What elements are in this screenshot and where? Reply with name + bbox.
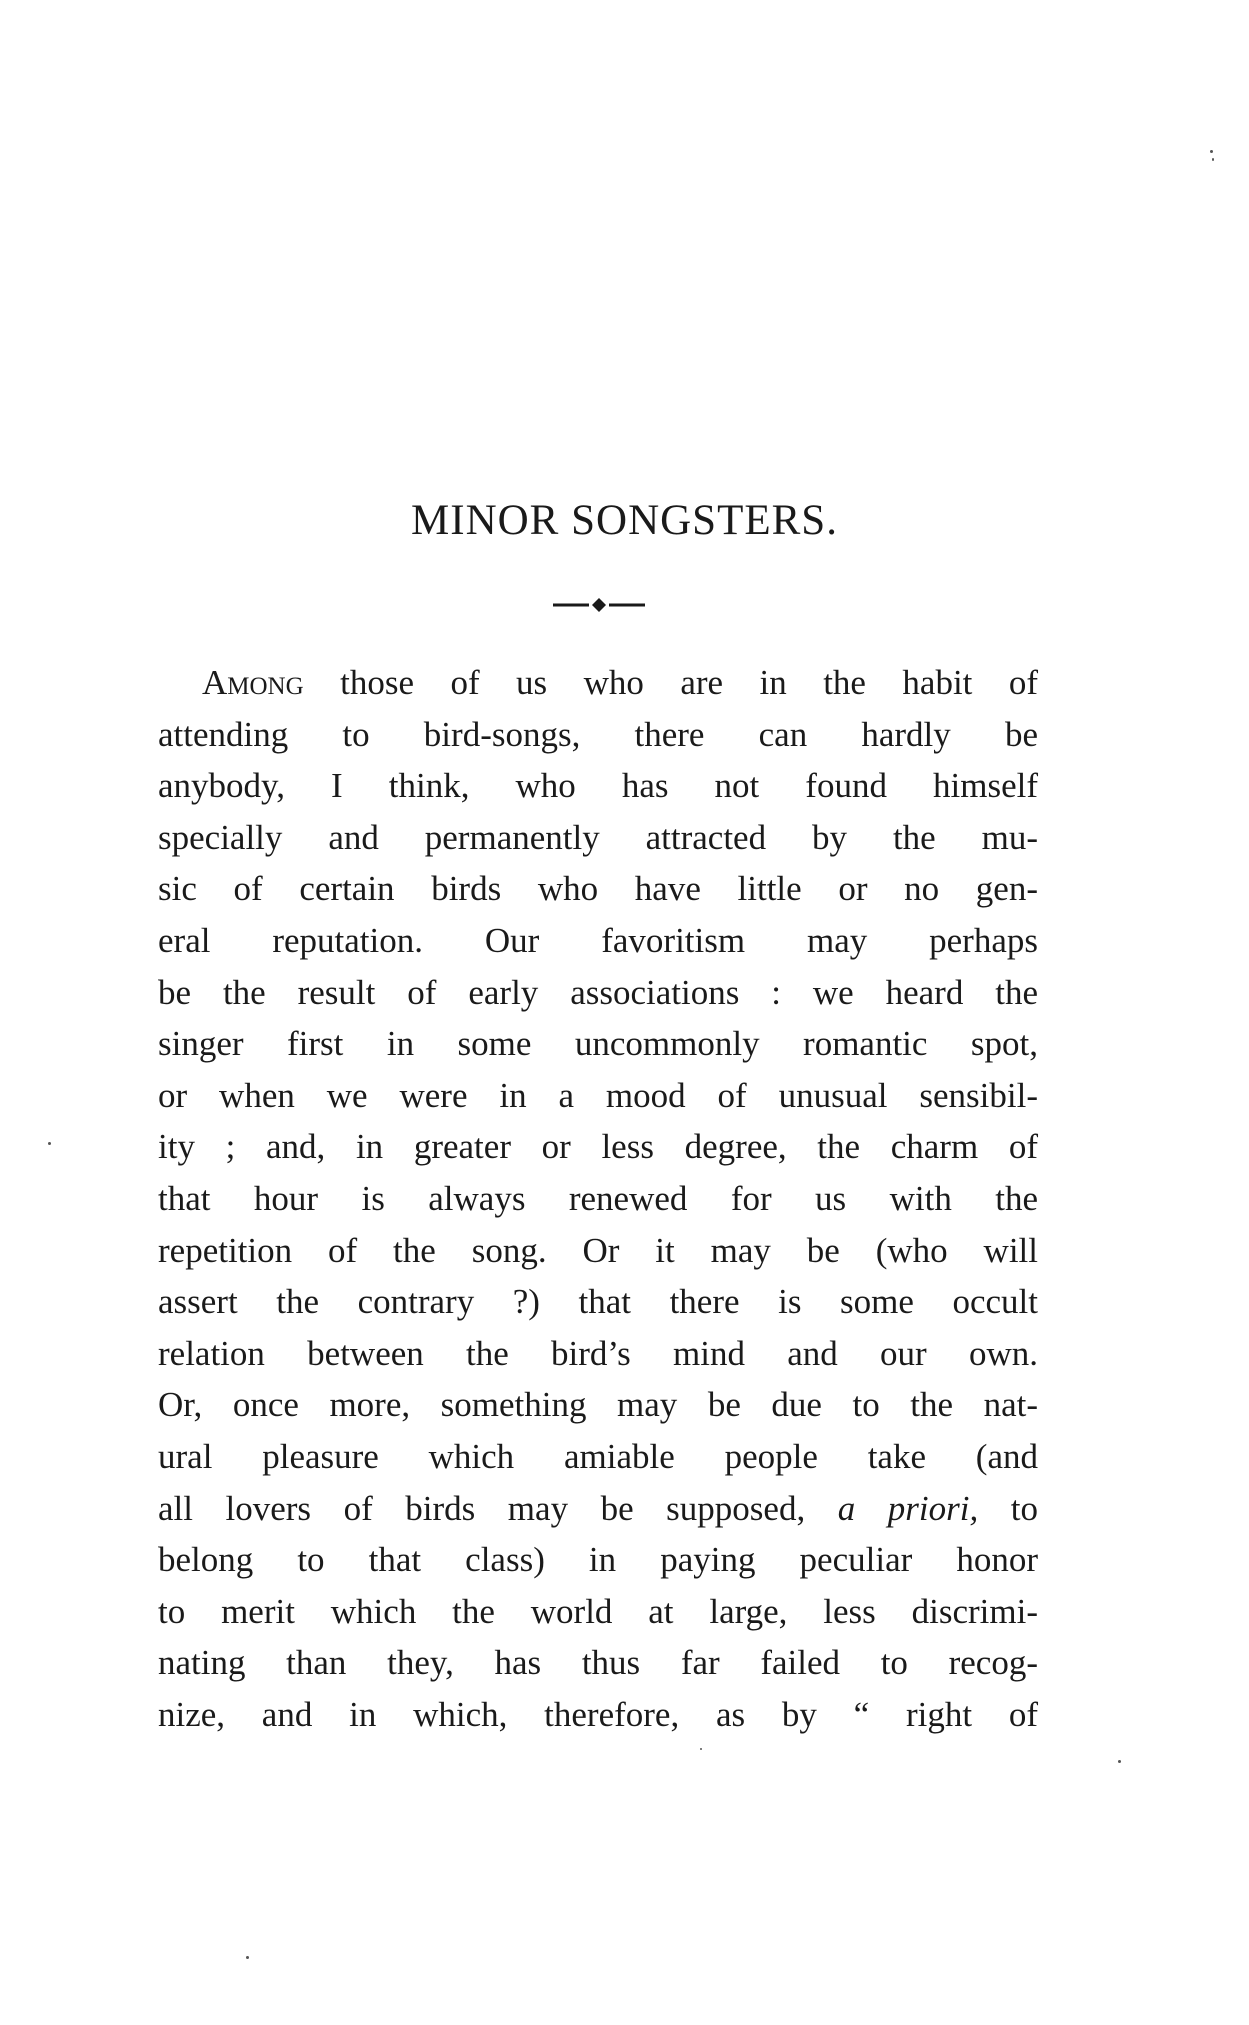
body-paragraph <box>158 657 1038 1740</box>
text-line: assert the contrary ?) that there is some occult <box>158 1282 1038 1322</box>
text-line: anybody, I think, who has not found himself <box>158 766 1038 806</box>
text-line: repetition of the song. Or it may be (who will <box>158 1230 1038 1270</box>
text-line: sic of certain birds who have little or no gen- <box>158 869 1038 909</box>
text-line: attending to bird-songs, there can hardly be <box>158 714 1038 754</box>
text-line <box>158 657 1038 709</box>
text-line: nating than they, has thus far failed to recog- <box>158 1643 1038 1683</box>
text-line: ity ; and, in greater or less degree, the charm of <box>158 1127 1038 1167</box>
text-span: those of us who are in the habit of <box>303 663 1038 702</box>
italic-phrase: a priori, <box>837 1488 979 1528</box>
text-line: or when we were in a mood of unusual sensibil- <box>158 1075 1038 1115</box>
text-line: eral reputation. Our favoritism may perhaps <box>158 920 1038 960</box>
scan-speck <box>1210 150 1213 153</box>
text-line: Or, once more, something may be due to the nat- <box>158 1385 1038 1425</box>
scan-speck <box>246 1956 249 1959</box>
text-line <box>158 1483 1038 1535</box>
chapter-title: MINOR SONGSTERS. <box>411 497 838 544</box>
scan-speck <box>1118 1760 1121 1763</box>
text-line: specially and permanently attracted by the mu- <box>158 817 1038 857</box>
dash-diamond-dash-ornament-icon <box>551 596 647 614</box>
text-line: singer first in some uncommonly romantic spot, <box>158 1024 1038 1064</box>
scan-speck <box>48 1142 51 1145</box>
text-span: to <box>978 1488 1038 1528</box>
text-line: be the result of early associations : we heard the <box>158 972 1038 1012</box>
text-line: relation between the bird’s mind and our own. <box>158 1333 1038 1373</box>
text-line: to merit which the world at large, less discrimi- <box>158 1591 1038 1631</box>
drop-word: Among <box>202 663 304 702</box>
scan-speck <box>700 1748 702 1750</box>
text-line: ural pleasure which amiable people take (and <box>158 1436 1038 1476</box>
text-line: nize, and in which, therefore, as by “ right of <box>158 1694 1038 1734</box>
text-line: belong to that class) in paying peculiar honor <box>158 1540 1038 1580</box>
text-line: that hour is always renewed for us with the <box>158 1178 1038 1218</box>
scan-speck <box>1212 158 1214 161</box>
text-span: all lovers of birds may be supposed, <box>158 1488 838 1528</box>
